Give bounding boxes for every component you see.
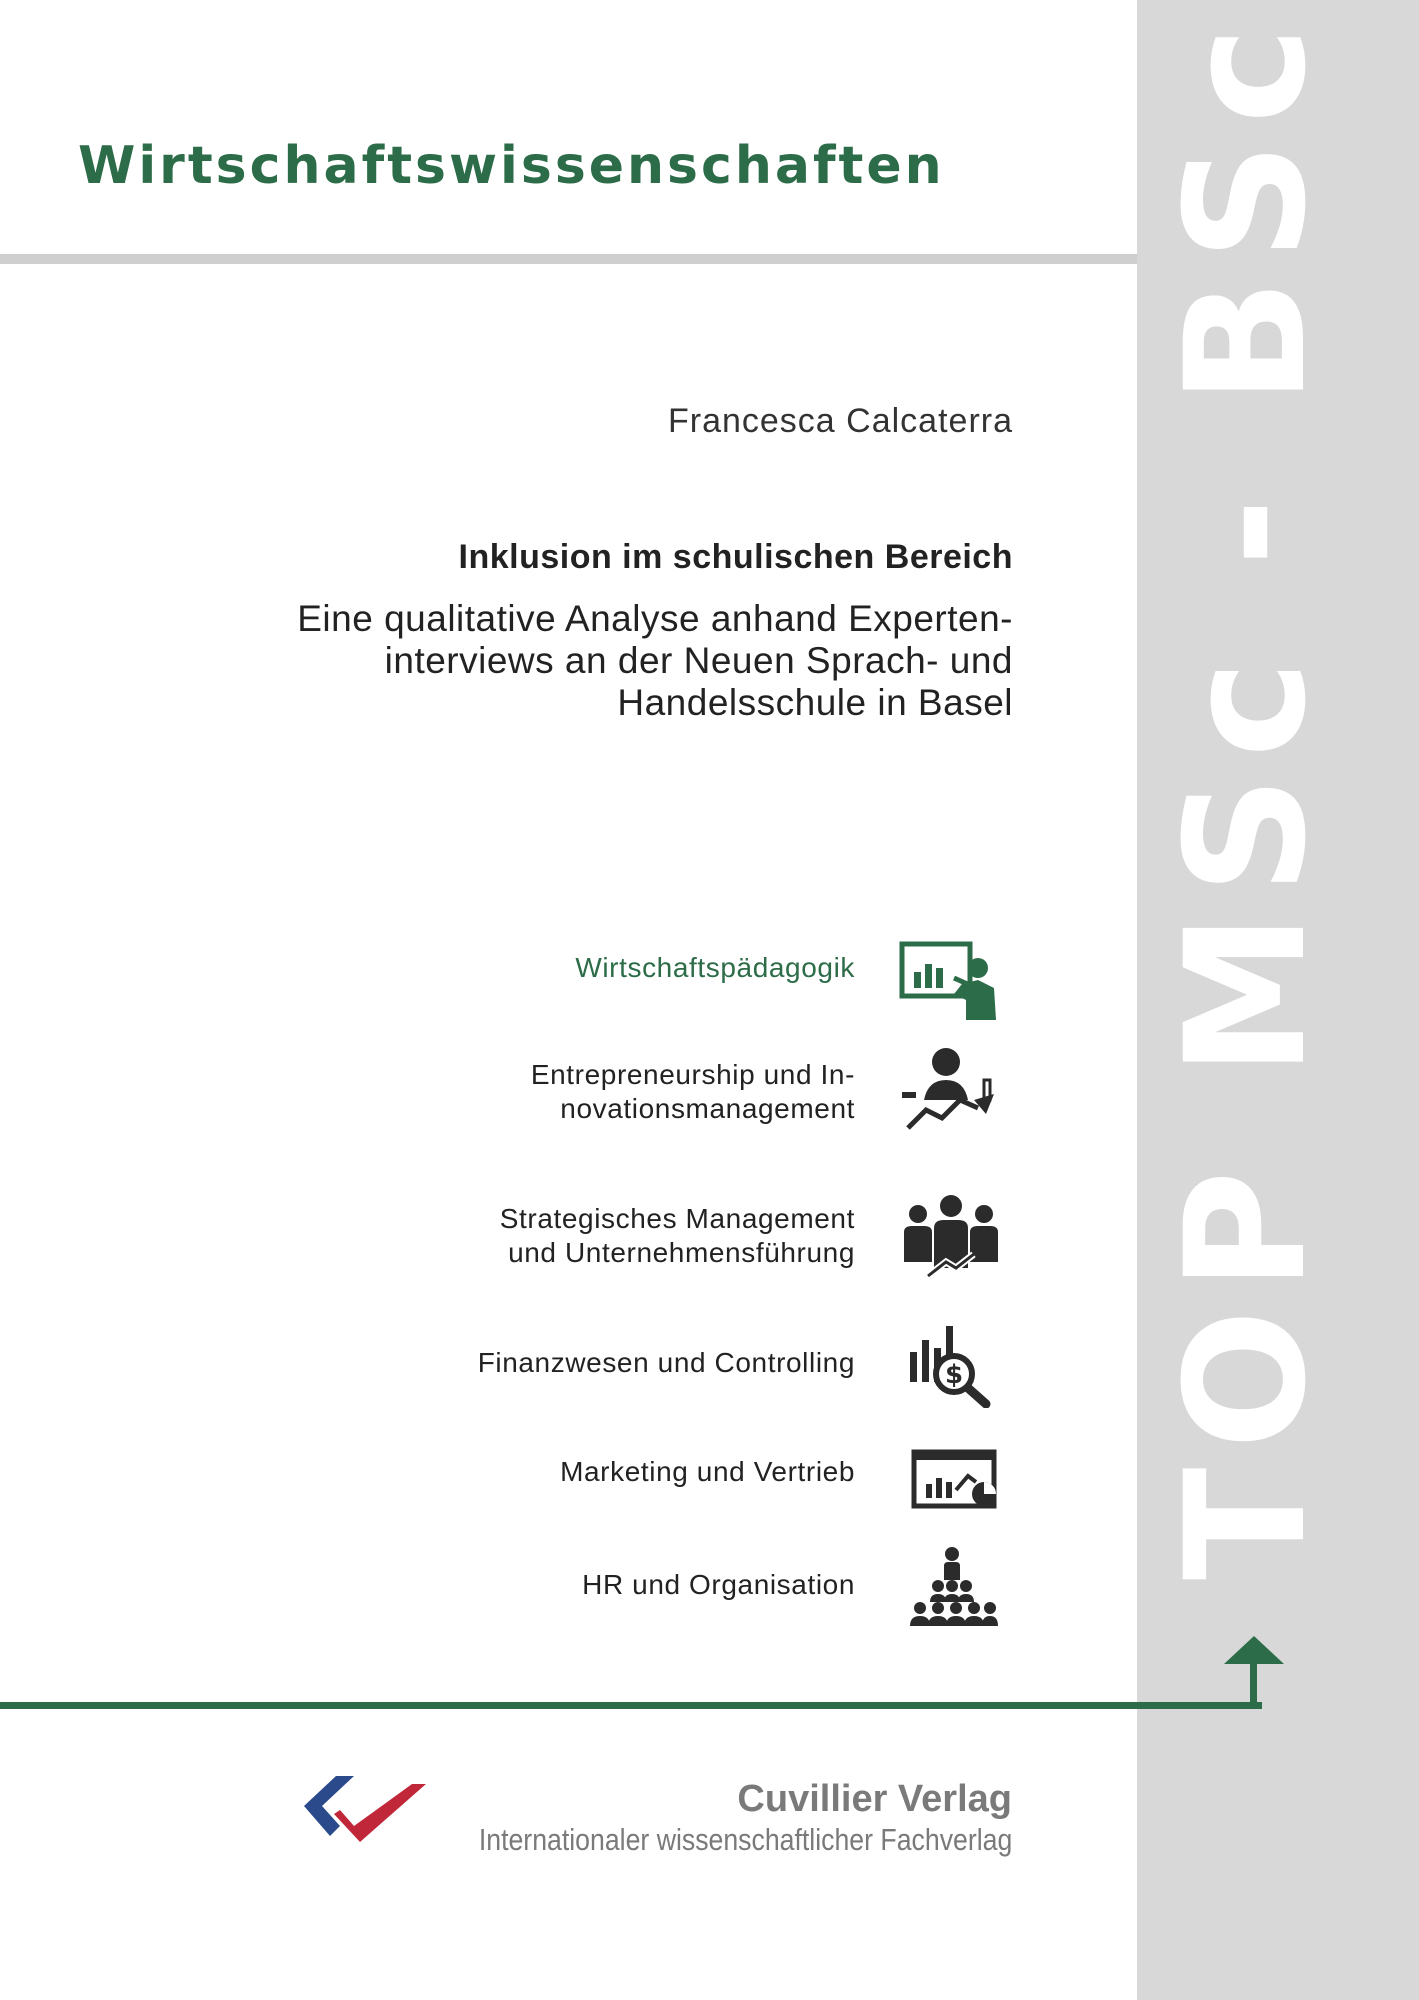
subtitle-line: Handelsschule in Basel (617, 682, 1013, 723)
category-label-finance (335, 1346, 855, 1380)
category-label-entrepreneurship (335, 1058, 855, 1126)
svg-text:$: $ (944, 1360, 964, 1390)
finance-analysis-icon (898, 1318, 1008, 1408)
accent-line (0, 1702, 1262, 1709)
header-divider (0, 254, 1137, 264)
category-label-hr (335, 1568, 855, 1602)
hierarchy-people-icon (898, 1544, 1008, 1634)
accent-line-riser (1250, 1658, 1257, 1709)
series-title: Wirtschaftswissenschaften (78, 136, 945, 196)
category-line: Marketing und Vertrieb (560, 1456, 855, 1487)
presentation-icon (898, 938, 1008, 1028)
category-line: HR und Organisation (582, 1569, 855, 1600)
team-icon (898, 1192, 1008, 1282)
book-subtitle (53, 598, 1013, 724)
subtitle-line: interviews an der Neuen Sprach- und (384, 640, 1013, 681)
series-vertical-label: TOP MSc - BSc (1150, 8, 1342, 1580)
category-line: Entrepreneurship und In- (530, 1059, 855, 1090)
category-line: und Unternehmensführung (508, 1237, 855, 1268)
publisher-tagline: Internationaler wissenschaftlicher Fachverlag (478, 1822, 1012, 1857)
category-line: novationsmanagement (560, 1093, 855, 1124)
category-label-marketing (335, 1455, 855, 1489)
growth-person-icon (898, 1044, 1008, 1134)
category-label-wirtschaftspaedagogik (335, 951, 855, 985)
arrow-up-icon (1224, 1636, 1284, 1664)
author-name: Francesca Calcaterra (667, 402, 1013, 440)
publisher-name: Cuvillier Verlag (737, 1778, 1012, 1820)
book-title: Inklusion im schulischen Bereich (458, 538, 1013, 576)
category-line: Strategisches Management (499, 1203, 855, 1234)
category-line: Finanzwesen und Controlling (477, 1347, 855, 1378)
category-label-strategic-management (335, 1202, 855, 1270)
dashboard-chart-icon (898, 1432, 1008, 1522)
publisher-logo (300, 1770, 430, 1850)
category-line: Wirtschaftspädagogik (575, 952, 855, 983)
subtitle-line: Eine qualitative Analyse anhand Experten- (297, 598, 1013, 639)
